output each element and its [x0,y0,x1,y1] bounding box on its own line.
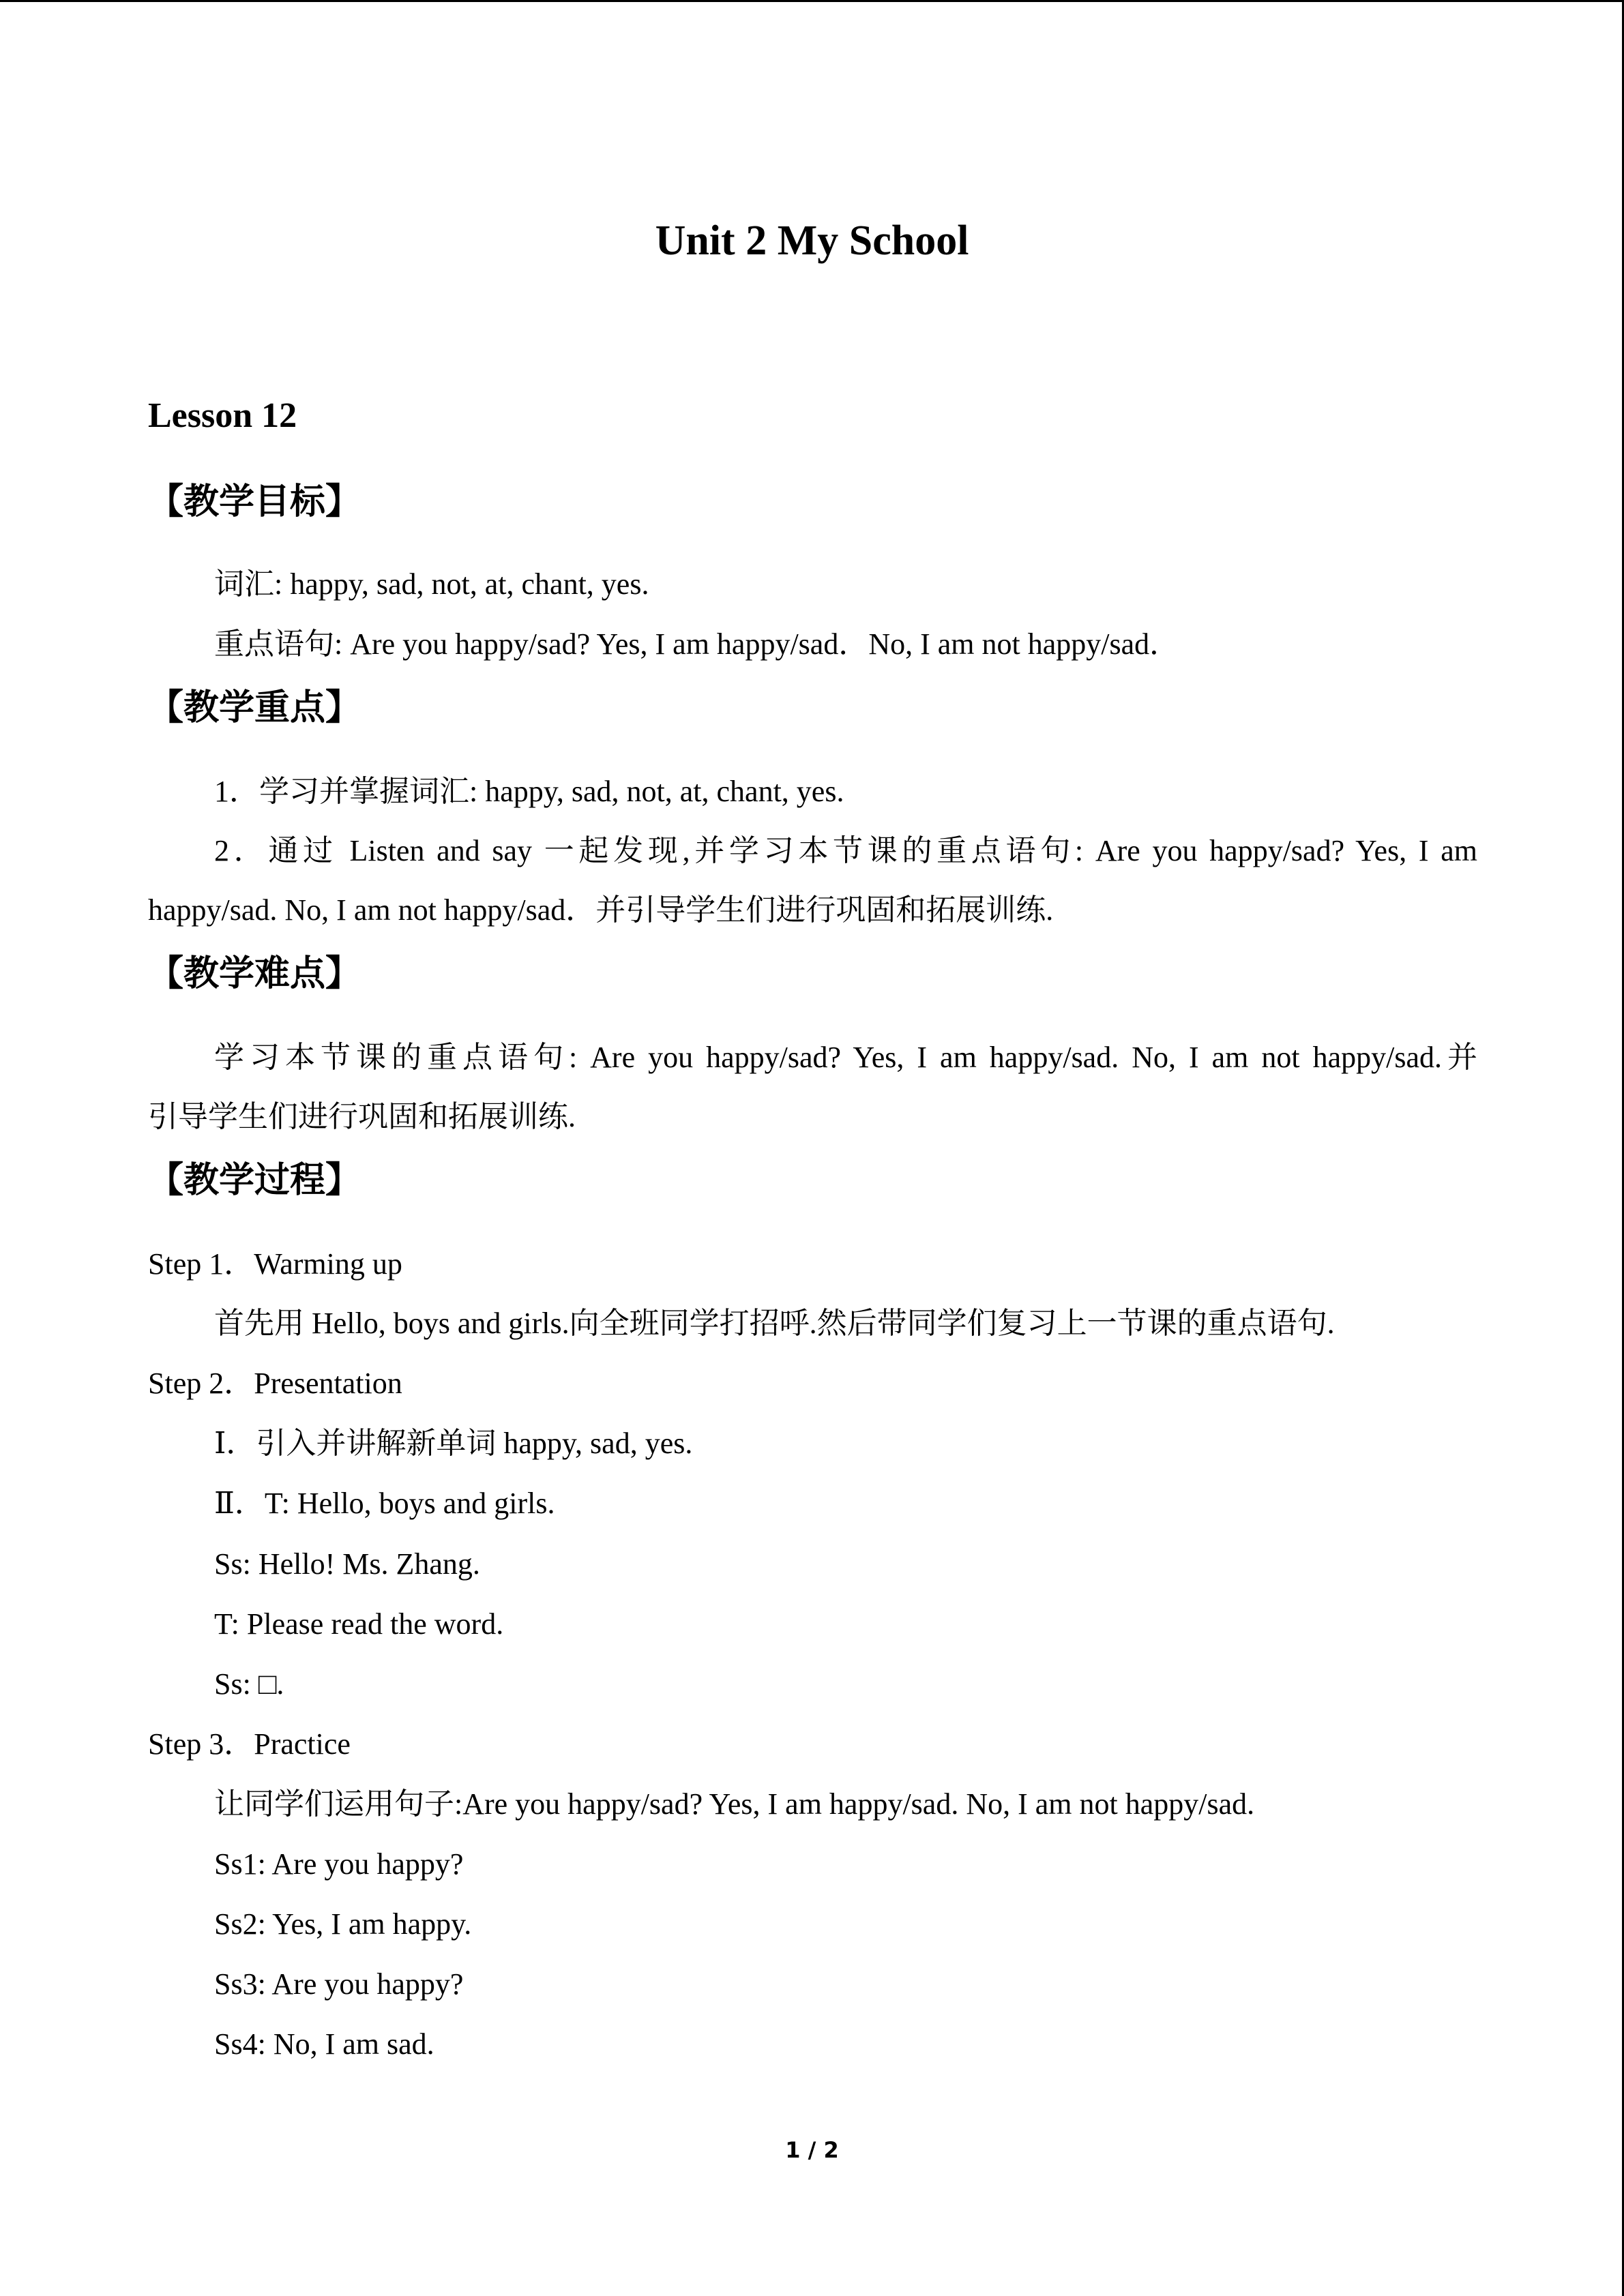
step-2-line: T: Please read the word. [214,1607,504,1641]
document-title: Unit 2 My School [655,218,969,264]
step-2-line: Ⅰ．引入并讲解新单词 happy, sad, yes. [214,1427,693,1460]
step-2-line: Ss: Hello! Ms. Zhang. [214,1547,480,1581]
step-1-text: 首先用 Hello, boys and girls.向全班同学打招呼.然后带同学们复习上一节课的重点语句. [214,1307,1335,1340]
lesson-label: Lesson 12 [148,396,297,435]
difficulties-line-2: 引导学生们进行巩固和拓展训练. [148,1100,576,1133]
step-3-line: Ss3: Are you happy? [214,1967,464,2001]
step-3-line: Ss1: Are you happy? [214,1847,464,1881]
key-points-heading: 【教学重点】 [148,687,361,728]
difficulties-line-1: 学习本节课的重点语句: Are you happy/sad? Yes, I am happy/sad. No, I am not happy/sad.并 [214,1041,1477,1074]
page-number: 1 / 2 [785,2137,839,2163]
objectives-heading: 【教学目标】 [148,481,361,522]
step-3-line: Ss2: Yes, I am happy. [214,1907,472,1941]
objectives-vocabulary: 词汇: happy, sad, not, at, chant, yes. [214,567,649,601]
step-3-line: 让同学们运用句子:Are you happy/sad? Yes, I am happy/sad. No, I am not happy/sad. [214,1787,1255,1821]
step-1-label: Step 1．Warming up [148,1247,402,1281]
step-3-line: Ss4: No, I am sad. [214,2027,434,2061]
step-2-line: Ss: □. [214,1667,284,1701]
key-points-item-2-line-1: 2．通过 Listen and say 一起发现,并学习本节课的重点语句: Are you happy/sad? Yes, I am [214,834,1477,867]
key-points-item-1: 1．学习并掌握词汇: happy, sad, not, at, chant, yes. [214,775,844,808]
key-points-item-2-line-2: happy/sad. No, I am not happy/sad．并引导学生们进行巩固和拓展训练. [148,893,1054,927]
difficulties-heading: 【教学难点】 [148,953,361,994]
step-2-label: Step 2．Presentation [148,1367,402,1400]
step-2-line: Ⅱ．T: Hello, boys and girls. [214,1487,555,1520]
process-heading: 【教学过程】 [148,1160,361,1201]
objectives-key-sentences: 重点语句: Are you happy/sad? Yes, I am happy/sad．No, I am not happy/sad． [214,627,1180,661]
step-3-label: Step 3．Practice [148,1727,351,1761]
